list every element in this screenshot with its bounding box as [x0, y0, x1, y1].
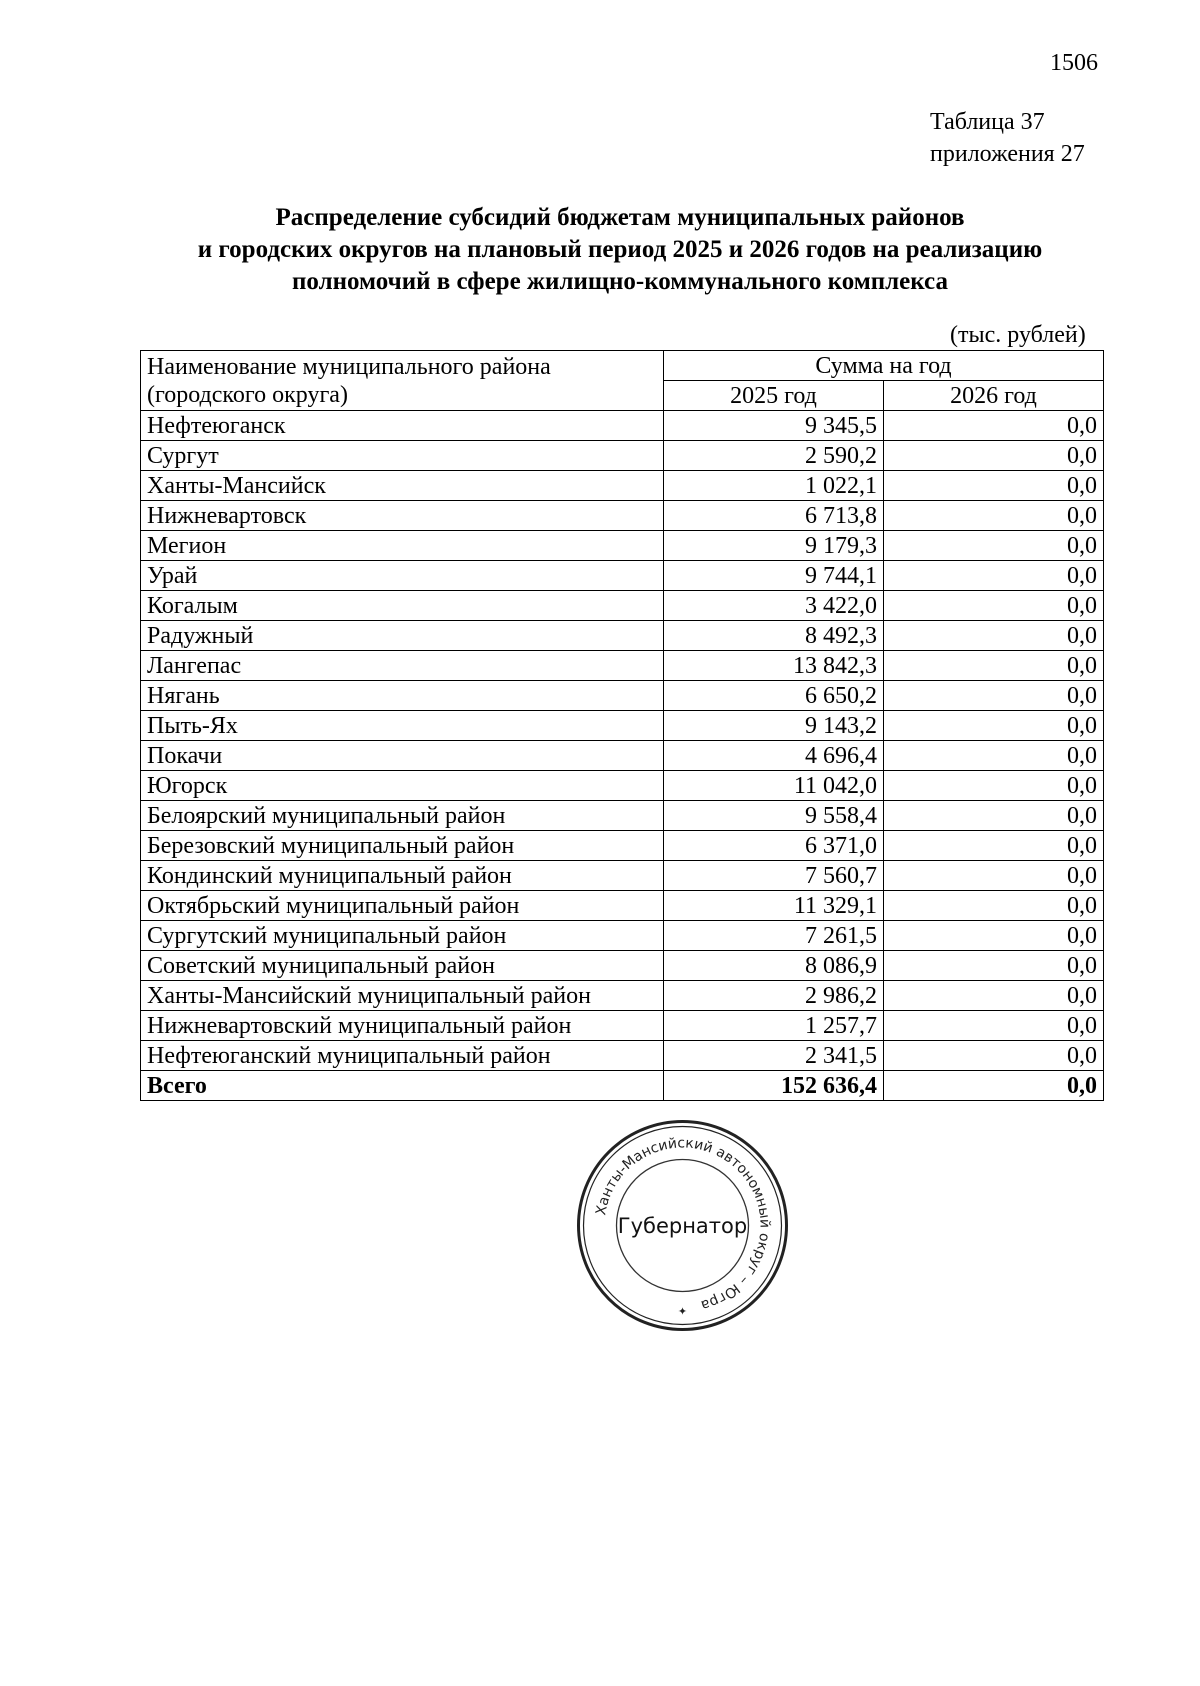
table-row: [141, 1041, 1104, 1071]
cell-name: Березовский муниципальный район: [141, 831, 664, 861]
table-body: [141, 411, 1104, 1101]
cell-2025: 13 842,3: [664, 651, 884, 681]
table-reference-line2: приложения 27: [930, 141, 1085, 167]
header-2026: 2026 год: [884, 381, 1104, 411]
cell-2026: 0,0: [884, 891, 1104, 921]
cell-name: Нижневартовский муниципальный район: [141, 1011, 664, 1041]
total-2025: 152 636,4: [664, 1071, 884, 1101]
table-row: [141, 591, 1104, 621]
cell-name: Лангепас: [141, 651, 664, 681]
cell-2025: 9 558,4: [664, 801, 884, 831]
cell-2025: 11 042,0: [664, 771, 884, 801]
table-row: [141, 561, 1104, 591]
table-reference: [930, 106, 1085, 170]
table-row: [141, 621, 1104, 651]
cell-2026: 0,0: [884, 411, 1104, 441]
cell-2026: 0,0: [884, 921, 1104, 951]
cell-name: Кондинский муниципальный район: [141, 861, 664, 891]
cell-name: Пыть-Ях: [141, 711, 664, 741]
cell-2025: 8 492,3: [664, 621, 884, 651]
subsidy-table: [140, 350, 1104, 1101]
cell-2026: 0,0: [884, 441, 1104, 471]
cell-name: Нефтеюганский муниципальный район: [141, 1041, 664, 1071]
cell-2026: 0,0: [884, 591, 1104, 621]
header-name-line2: (городского округа): [147, 381, 348, 408]
document-title: [140, 202, 1100, 298]
table-row: [141, 891, 1104, 921]
table-row: [141, 501, 1104, 531]
table-row: [141, 951, 1104, 981]
cell-2026: 0,0: [884, 1011, 1104, 1041]
total-label: Всего: [141, 1071, 664, 1101]
table-row: [141, 981, 1104, 1011]
table-row: [141, 651, 1104, 681]
table-row: [141, 861, 1104, 891]
table-row: [141, 1011, 1104, 1041]
cell-2025: 7 261,5: [664, 921, 884, 951]
cell-2025: 1 022,1: [664, 471, 884, 501]
cell-name: Нефтеюганск: [141, 411, 664, 441]
cell-2026: 0,0: [884, 861, 1104, 891]
cell-name: Югорск: [141, 771, 664, 801]
cell-name: Когалым: [141, 591, 664, 621]
governor-seal: [575, 1118, 790, 1333]
cell-2026: 0,0: [884, 771, 1104, 801]
cell-2026: 0,0: [884, 1041, 1104, 1071]
total-2026: 0,0: [884, 1071, 1104, 1101]
table-row: [141, 471, 1104, 501]
cell-2026: 0,0: [884, 951, 1104, 981]
table-row: [141, 531, 1104, 561]
cell-2025: 9 744,1: [664, 561, 884, 591]
table-row: [141, 831, 1104, 861]
cell-2026: 0,0: [884, 711, 1104, 741]
cell-2025: 2 986,2: [664, 981, 884, 1011]
cell-2025: 8 086,9: [664, 951, 884, 981]
table-row: [141, 741, 1104, 771]
table-row: [141, 771, 1104, 801]
cell-name: Урай: [141, 561, 664, 591]
title-line3: полномочий в сфере жилищно-коммунального комплекса: [292, 268, 948, 295]
subsidy-table-wrapper: [140, 350, 1104, 1101]
cell-name: Сургутский муниципальный район: [141, 921, 664, 951]
cell-2026: 0,0: [884, 561, 1104, 591]
cell-name: Ханты-Мансийск: [141, 471, 664, 501]
cell-2026: 0,0: [884, 831, 1104, 861]
table-row: [141, 801, 1104, 831]
cell-name: Нижневартовск: [141, 501, 664, 531]
cell-2025: 4 696,4: [664, 741, 884, 771]
cell-name: Ханты-Мансийский муниципальный район: [141, 981, 664, 1011]
cell-2026: 0,0: [884, 651, 1104, 681]
cell-2025: 11 329,1: [664, 891, 884, 921]
cell-name: Белоярский муниципальный район: [141, 801, 664, 831]
header-name: [141, 351, 664, 411]
table-row: [141, 681, 1104, 711]
table-row: [141, 921, 1104, 951]
seal-center-text: Губернатор: [617, 1214, 748, 1238]
cell-2025: 1 257,7: [664, 1011, 884, 1041]
cell-2026: 0,0: [884, 531, 1104, 561]
cell-2025: 2 341,5: [664, 1041, 884, 1071]
cell-name: Сургут: [141, 441, 664, 471]
cell-2025: 9 143,2: [664, 711, 884, 741]
table-row: [141, 441, 1104, 471]
seal-star-icon: ✦: [677, 1305, 688, 1318]
seal-ring-text: Ханты-Мансийский автономный округ – Югра: [593, 1135, 773, 1314]
units-label: (тыс. рублей): [950, 322, 1086, 348]
page-number: 1506: [1050, 50, 1098, 76]
cell-2025: 3 422,0: [664, 591, 884, 621]
title-line2: и городских округов на плановый период 2025 и 2026 годов на реализацию: [197, 236, 1043, 263]
cell-name: Советский муниципальный район: [141, 951, 664, 981]
title-line1: Распределение субсидий бюджетам муниципальных районов: [275, 204, 965, 231]
cell-name: Покачи: [141, 741, 664, 771]
header-2025: 2025 год: [664, 381, 884, 411]
cell-name: Мегион: [141, 531, 664, 561]
cell-2026: 0,0: [884, 801, 1104, 831]
header-name-line1: Наименование муниципального района: [147, 353, 551, 380]
cell-name: Нягань: [141, 681, 664, 711]
cell-2026: 0,0: [884, 981, 1104, 1011]
cell-2025: 9 179,3: [664, 531, 884, 561]
cell-2026: 0,0: [884, 681, 1104, 711]
cell-2026: 0,0: [884, 621, 1104, 651]
cell-2026: 0,0: [884, 501, 1104, 531]
cell-2025: 6 713,8: [664, 501, 884, 531]
table-row: [141, 711, 1104, 741]
table-row: [141, 411, 1104, 441]
cell-2025: 6 371,0: [664, 831, 884, 861]
cell-2025: 6 650,2: [664, 681, 884, 711]
total-row: [141, 1071, 1104, 1101]
cell-2026: 0,0: [884, 741, 1104, 771]
cell-2026: 0,0: [884, 471, 1104, 501]
table-reference-line1: Таблица 37: [930, 109, 1045, 135]
cell-2025: 7 560,7: [664, 861, 884, 891]
cell-name: Радужный: [141, 621, 664, 651]
header-sum: Сумма на год: [664, 351, 1104, 381]
cell-2025: 2 590,2: [664, 441, 884, 471]
cell-2025: 9 345,5: [664, 411, 884, 441]
cell-name: Октябрьский муниципальный район: [141, 891, 664, 921]
